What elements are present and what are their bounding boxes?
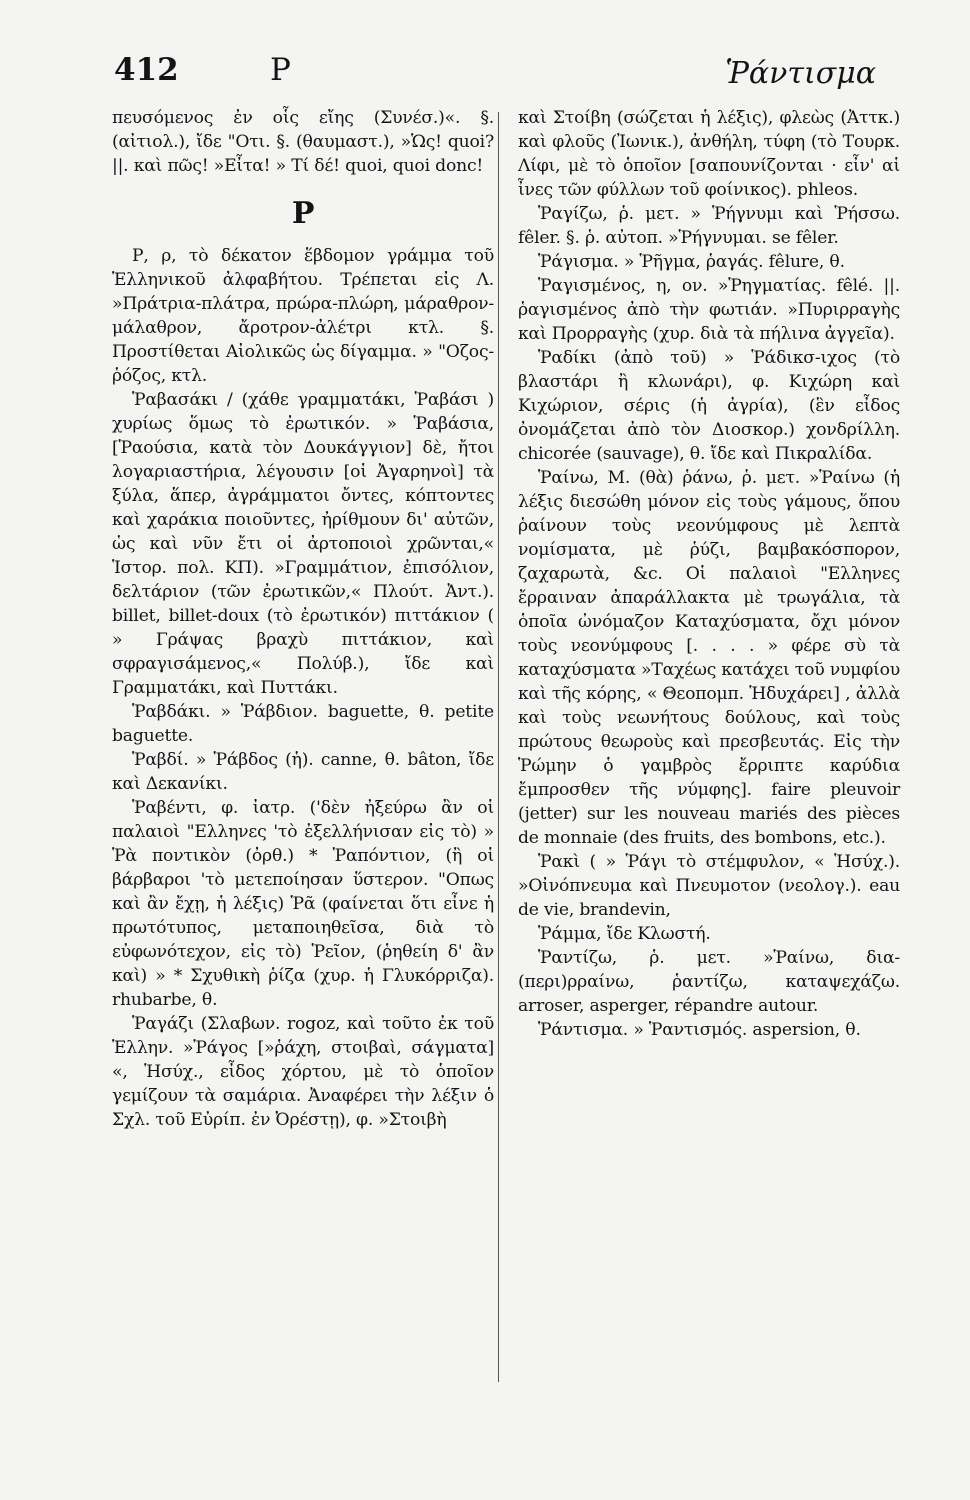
dictionary-entry: Ῥαντίζω, ῥ. μετ. »Ῥαίνω, δια-(περι)ρραίνω, ῥαντίζω, καταψεχάζω. arroser, asperger, répandre autour. <box>518 948 900 1016</box>
dictionary-entry: Ῥαγίζω, ῥ. μετ. » Ῥήγνυμι καὶ Ῥήσσω. fêler. §. ῥ. αὐτοπ. »Ῥήγνυμαι. se fêler. <box>518 204 900 248</box>
dictionary-entry: Ῥάντισμα. » Ῥαντισμός. aspersion, θ. <box>538 1020 861 1040</box>
dictionary-entry: Ῥαβδάκι. » Ῥάβδιον. baguette, θ. petite baguette. <box>112 702 494 746</box>
left-column <box>112 106 494 1132</box>
section-heading: Ρ <box>291 196 315 231</box>
dictionary-entry: Ῥαδίκι (ἀπὸ τοῦ) » Ῥάδικσ-ιχος (τὸ βλαστάρι ἢ κλωνάρι), φ. Κιχώρη καὶ Κιχώριον, σέρις (ἡ ἀγρία), (ἓν εἶδος ὀνομάζεται ἀπὸ τὸν Διοσκορ.) χονδρίλλη. chicorée (sauvage), θ. ἴδε καὶ Πικραλίδα. <box>518 348 900 464</box>
dictionary-entry: Ῥάμμα, ἴδε Κλωστή. <box>538 924 711 944</box>
section-letter: Ρ <box>270 52 291 88</box>
dictionary-entry: Ρ, ρ, τὸ δέκατον ἕβδομον γράμμα τοῦ Ἑλληνικοῦ ἀλφαβήτου. Τρέπεται εἰς Λ. »Πράτρια-πλάτρα, πρώρα-πλώρη, μάραθρον-μάλαθρον, ἄροτρον-ἀλέτρι κτλ. §. Προστίθεται Αἰολικῶς ὡς δίγαμμα. » "Οζος-ῥόζος, κτλ. <box>112 246 494 386</box>
column-divider <box>498 112 499 1382</box>
page-number: 412 <box>114 52 179 88</box>
page-header <box>100 52 900 102</box>
dictionary-entry: Ῥαβδί. » Ῥάβδος (ἡ). canne, θ. bâton, ἴδε καὶ Δεκανίκι. <box>112 750 494 794</box>
running-head: Ῥάντισμα <box>725 56 876 91</box>
dictionary-entry: Ῥαγάζι (Σλαβων. rogoz, καὶ τοῦτο ἐκ τοῦ Ἑλλην. »Ῥάγος [»ῥάχη, στοιβαὶ, σάγματα] «, Ἡσύχ., εἶδος χόρτου, μὲ τὸ ὁποῖον γεμίζουν τὰ σαμάρια. Ἀναφέρει τὴν λέξιν ὁ Σχλ. τοῦ Εὐρίπ. ἐν Ὀρέστῃ), φ. »Στοιβὴ <box>112 1014 494 1130</box>
paragraph: καὶ Στοίβη (σώζεται ἡ λέξις), φλεὼς (Ἀττκ.) καὶ φλοῦς (Ἰωνικ.), ἀνθήλη, τύφη (τὸ Τουρκ. Λίφι, μὲ τὸ ὁποῖον [σαπουνίζονται · εἶν' αἱ ἶνες τῶν φύλλων τοῦ φοίνικος). phleos. <box>518 108 900 200</box>
paragraph: πευσόμενος ἐν οἷς εἴης (Συνέσ.)«. §. (αἰτιολ.), ἴδε "Οτι. §. (θαυμαστ.), »Ὡς! quoi? ||. καὶ πῶς! »Εἶτα! » Τί δέ! quoi, quoi donc! <box>112 108 494 176</box>
dictionary-entry: Ῥακὶ ( » Ῥάγι τὸ στέμφυλον, « Ἡσύχ.). »Οἰνόπνευμα καὶ Πνευμοτον (νεολογ.). eau de vie, brandevin, <box>518 852 900 920</box>
dictionary-entry: Ῥάγισμα. » Ῥῆγμα, ῥαγάς. fêlure, θ. <box>538 252 845 272</box>
right-column <box>518 106 900 1042</box>
dictionary-entry: Ῥαβέντι, φ. ἰατρ. ('δὲν ἠξεύρω ἂν οἱ παλαιοὶ "Ελληνες 'τὸ ἐξελλήνισαν εἰς τὸ) » Ῥὰ ποντικὸν (ὀρθ.) * Ῥαπόντιον, (ἢ οἱ βάρβαροι 'τὸ μετεποίησαν ὕστερον. "Οπως καὶ ἂν ἔχῃ, ἡ λέξις) Ῥᾶ (φαίνεται ὅτι εἶνε ἡ πρωτότυπος, μεταποιηθεῖσα, διὰ τὸ εὐφωνότεχον, εἰς τὸ) Ῥεῖον, (ῥηθείη δ' ἂν καὶ) » * Σχυθικὴ ῥίζα (χυρ. ἡ Γλυκόρριζα). rhubarbe, θ. <box>112 798 494 1010</box>
dictionary-entry: Ῥαβασάκι / (χάθε γραμματάκι, Ῥαβάσι ) χυρίως ὅμως τὸ ἐρωτικόν. » Ῥαβάσια, [Ῥαούσια, κατὰ τὸν Δουκάγγιον] δὲ, ἤτοι λογαριαστήρια, λέγουσιν [οἱ Ἀγαρηνοὶ] τὰ ξύλα, ἅπερ, ἀγράμματοι ὄντες, κόπτοντες καὶ χαράκια ποιοῦντες, ἠρίθμουν δι' αὐτῶν, ὡς καὶ νῦν ἔτι οἱ ἀρτοποιοὶ χρῶνται,« Ἱστορ. πολ. ΚΠ). »Γραμμάτιον, ἐπισόλιον, δελτάριον (τῶν ἐρωτικῶν,« Πλούτ. Ἀντ.). billet, billet-doux (τὸ ἐρωτικόν) πιττάκιον ( » Γράψας βραχὺ πιττάκιον, καὶ σφραγισάμενος,« Πολύβ.), ἴδε καὶ Γραμματάκι, καὶ Πυττάκι. <box>112 390 494 698</box>
dictionary-entry: Ῥαγισμένος, η, ον. »Ῥηγματίας. fêlé. ||. ῥαγισμένος ἀπὸ τὴν φωτιάν. »Πυριρραγὴς καὶ Προρραγὴς (χυρ. διὰ τὰ πήλινα ἀγγεῖα). <box>518 276 900 344</box>
dictionary-entry: Ῥαίνω, Μ. (θὰ) ῥάνω, ῥ. μετ. »Ῥαίνω (ἡ λέξις διεσώθη μόνον εἰς τοὺς γάμους, ὅπου ῥαίνουν τοὺς νεονύμφους μὲ λεπτὰ νομίσματα, μὲ ῥύζι, βαμβακόσπορον, ζαχαρωτὰ, &c. Οἱ παλαιοὶ "Ελληνες ἔρραιναν ἀπαράλλακτα μὲ τρωγάλια, τὰ ὁποῖα ὠνόμαζον Καταχύσματα, ὄχι μόνον τοὺς νεονύμφους [. . . . » φέρε σὺ τὰ καταχύσματα »Ταχέως κατάχει τοῦ νυμφίου καὶ τῆς κόρης, « Θεοπομπ. Ἡδυχάρει] , ἀλλὰ καὶ τοὺς νεωνήτους δούλους, καὶ τοὺς πρώτους θεωροὺς καὶ πρεσβευτάς. Εἰς τὴν Ῥώμην ὁ γαμβρὸς ἔρριπτε καρύδια ἔμπροσθεν τῆς νύμφης]. faire pleuvoir (jetter) sur les nouveau mariés des pièces de monnaie (des fruits, des bombons, etc.). <box>518 468 901 848</box>
